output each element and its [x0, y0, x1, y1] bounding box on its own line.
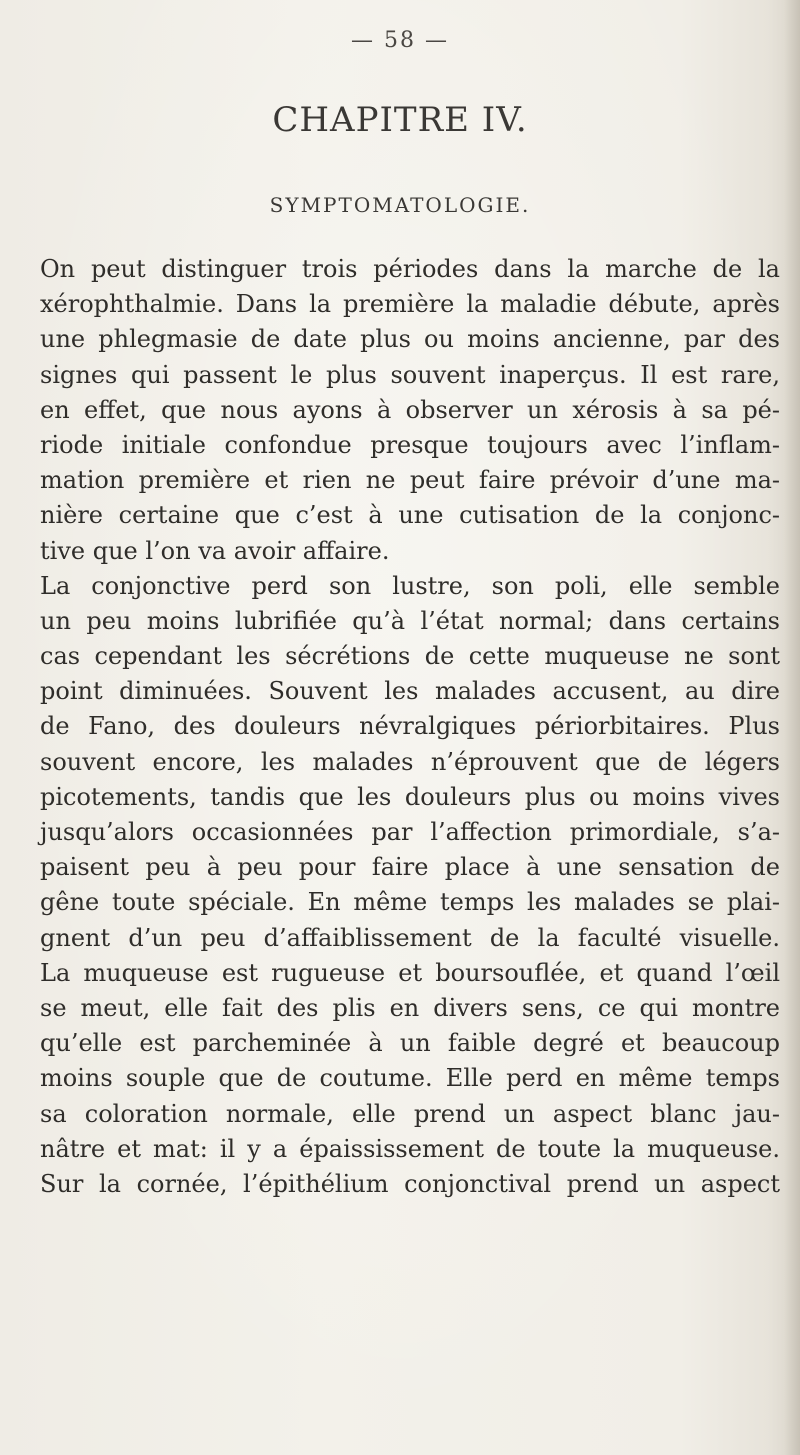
text-line: point diminuées. Souvent les malades accusent, au dire — [40, 677, 780, 706]
text-line: riode initiale confondue presque toujours avec l’inflam- — [40, 430, 780, 459]
text-line: La conjonctive perd son lustre, son poli, elle semble — [40, 571, 780, 600]
text-line: moins souple que de coutume. Elle perd en même temps — [40, 1064, 780, 1093]
body-text — [40, 252, 780, 1202]
text-line: nâtre et mat: il y a épaississement de toute la muqueuse. — [40, 1134, 780, 1163]
text-line: tive que l’on va avoir affaire. — [40, 536, 390, 565]
text-line: gêne toute spéciale. En même temps les malades se plai- — [40, 888, 780, 917]
text-line: se meut, elle fait des plis en divers sens, ce qui montre — [40, 993, 780, 1022]
text-line: qu’elle est parcheminée à un faible degré et beaucoup — [40, 1029, 780, 1058]
text-line: xérophthalmie. Dans la première la maladie débute, après — [40, 290, 780, 319]
chapter-title: CHAPITRE IV. — [272, 100, 528, 140]
text-line: cas cependant les sécrétions de cette muqueuse ne sont — [40, 642, 780, 671]
text-line: une phlegmasie de date plus ou moins ancienne, par des — [40, 325, 780, 354]
text-line: un peu moins lubrifiée qu’à l’état normal; dans certains — [40, 606, 780, 635]
text-line: La muqueuse est rugueuse et boursouflée, et quand l’œil — [40, 958, 780, 987]
text-line: de Fano, des douleurs névralgiques périorbitaires. Plus — [40, 712, 780, 741]
text-line: jusqu’alors occasionnées par l’affection primordiale, s’a- — [40, 818, 780, 846]
page-edge-shadow — [784, 0, 800, 1455]
section-title: SYMPTOMATOLOGIE. — [269, 193, 531, 217]
text-line: On peut distinguer trois périodes dans la marche de la — [40, 255, 780, 283]
text-line: picotements, tandis que les douleurs plus ou moins vives — [40, 782, 780, 811]
text-line: gnent d’un peu d’affaiblissement de la faculté visuelle. — [40, 923, 780, 952]
text-line: Sur la cornée, l’épithélium conjonctival prend un aspect — [40, 1169, 780, 1198]
text-line: signes qui passent le plus souvent inaperçus. Il est rare, — [40, 360, 780, 389]
text-line: nière certaine que c’est à une cutisation de la conjonc- — [40, 501, 780, 530]
text-line: sa coloration normale, elle prend un aspect blanc jau- — [40, 1099, 780, 1128]
text-line: en effet, que nous ayons à observer un xérosis à sa pé- — [40, 395, 780, 424]
text-line: souvent encore, les malades n’éprouvent que de légers — [40, 747, 780, 776]
text-line: mation première et rien ne peut faire prévoir d’une ma- — [40, 466, 780, 495]
text-line: paisent peu à peu pour faire place à une sensation de — [40, 853, 780, 882]
page-number: — 58 — — [351, 28, 449, 53]
